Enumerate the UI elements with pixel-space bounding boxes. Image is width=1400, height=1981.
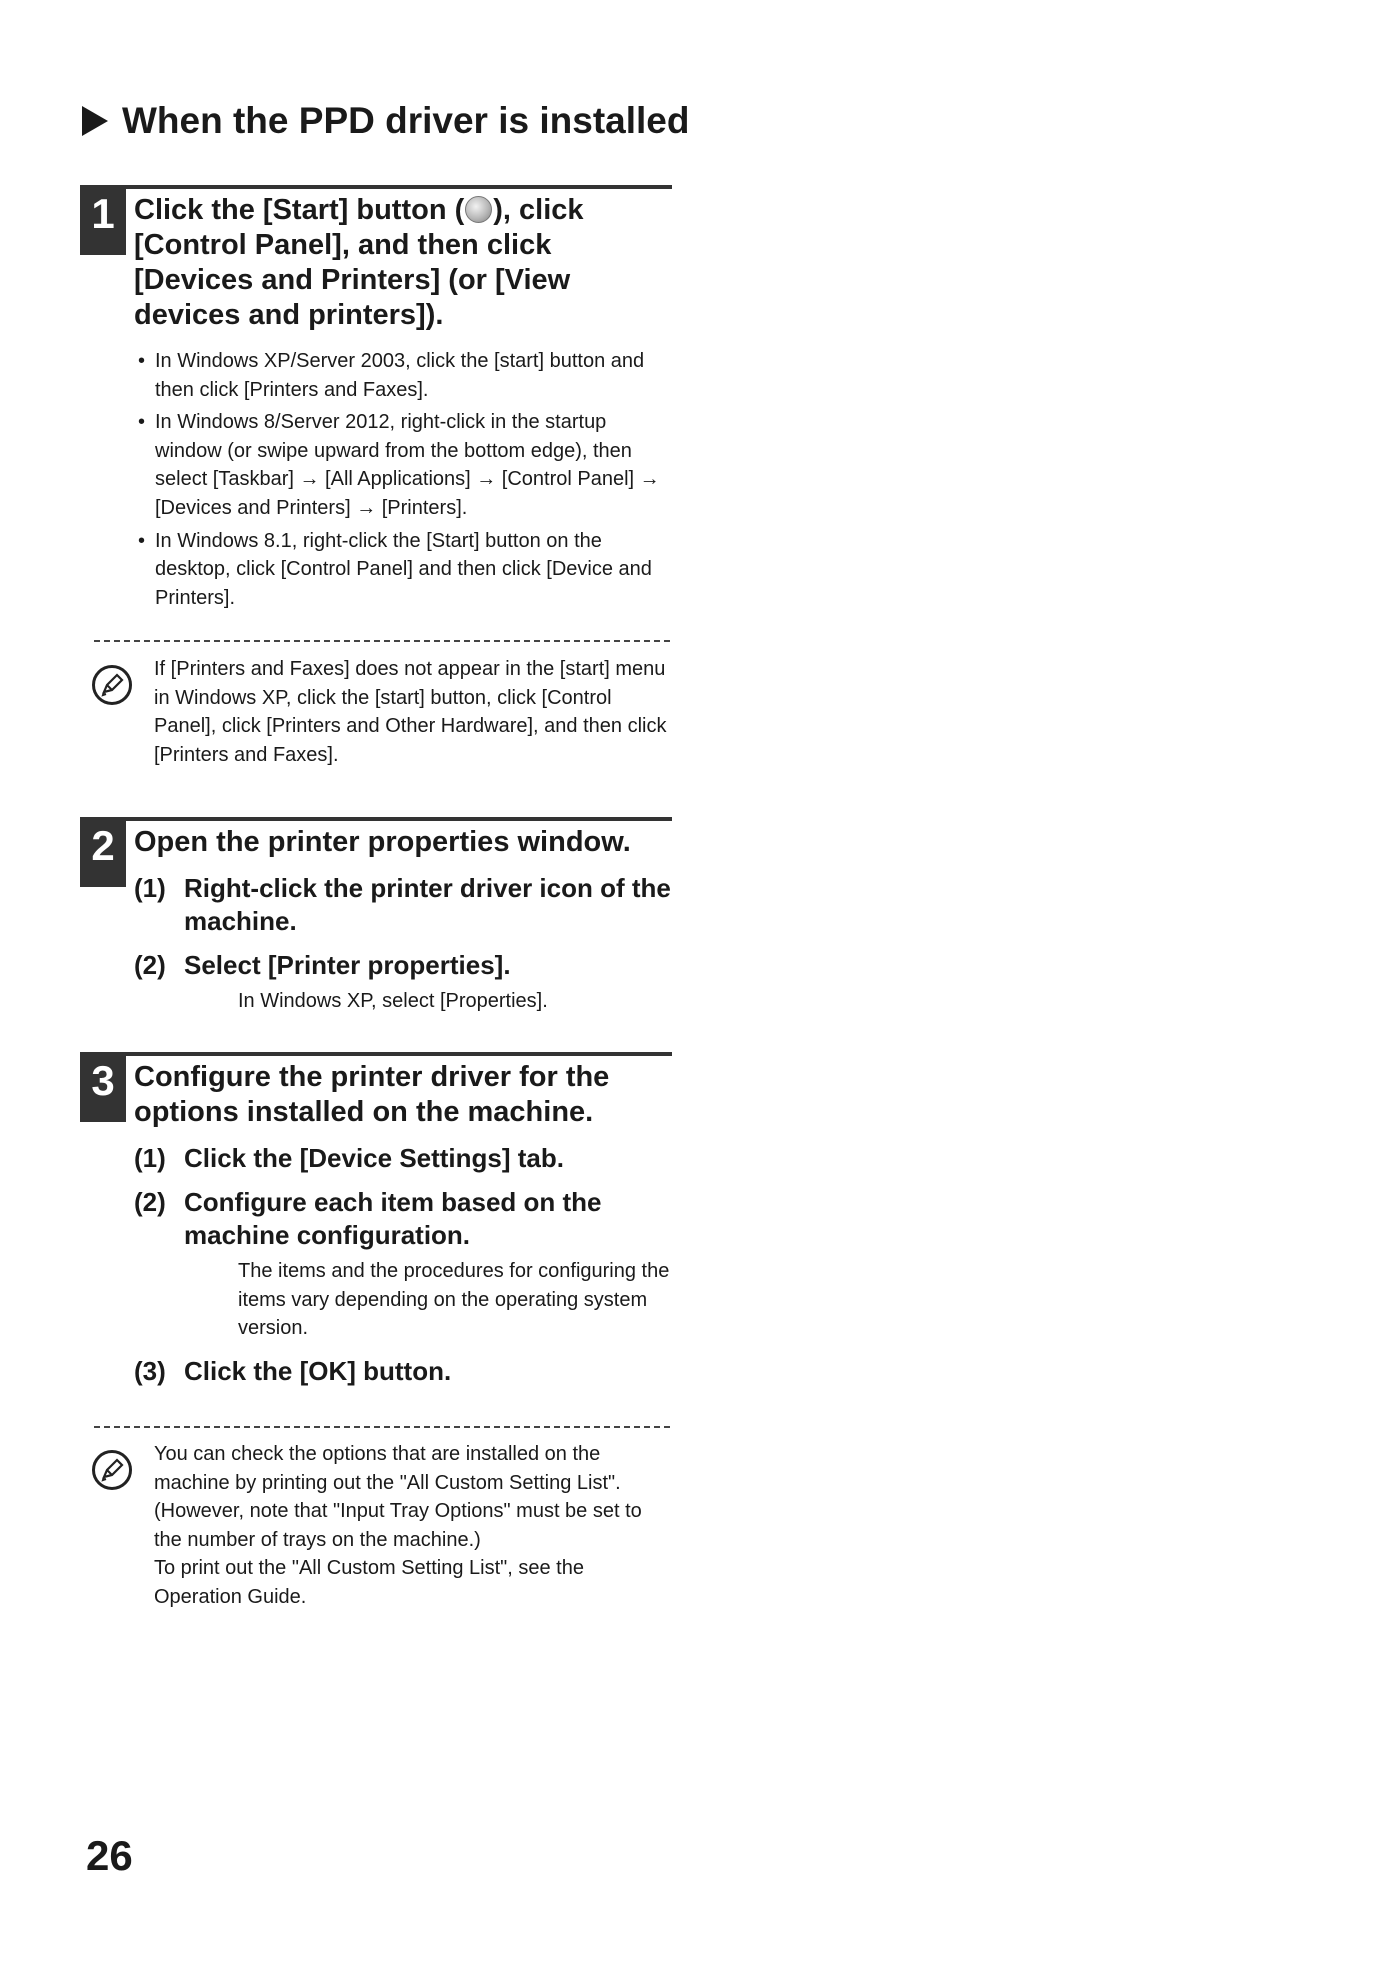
sub-step-text: Click the [Device Settings] tab. xyxy=(184,1143,564,1173)
windows-start-button-icon xyxy=(465,196,492,223)
step-number: 3 xyxy=(80,1056,126,1122)
note-box xyxy=(92,1440,672,1612)
step-title-part: ), click [Control Panel], and then click [Devices and Printers] (or [View devices and printers]). xyxy=(134,194,584,331)
pencil-note-icon xyxy=(92,1450,132,1490)
step-number: 2 xyxy=(80,821,126,887)
sub-step xyxy=(134,1355,672,1388)
step-3 xyxy=(80,1052,672,1399)
section-heading-text: When the PPD driver is installed xyxy=(122,100,690,141)
step-bullets xyxy=(138,347,672,612)
sub-step-number: (2) xyxy=(134,950,166,980)
step-title: Configure the printer driver for the options installed on the machine. xyxy=(134,1061,610,1128)
sub-step-number: (1) xyxy=(134,1143,166,1173)
sub-step-text: Select [Printer properties]. xyxy=(184,950,511,980)
note-text: If [Printers and Faxes] does not appear in the [start] menu in Windows XP, click the [start] button, click [Control Panel], click [Printers and Other Hardware], and then click [Printers and Faxes]. xyxy=(154,658,667,766)
sub-step-note: The items and the procedures for configuring the items vary depending on the operating system version. xyxy=(238,1260,670,1340)
step-2 xyxy=(80,817,672,1028)
step-title-part: Click the [Start] button ( xyxy=(134,194,465,226)
divider xyxy=(94,1426,670,1428)
triangle-bullet-icon xyxy=(82,106,108,136)
step-number: 1 xyxy=(80,189,126,255)
note-text xyxy=(154,1440,672,1612)
sub-step xyxy=(134,872,672,938)
pencil-note-icon xyxy=(92,665,132,705)
sub-steps xyxy=(134,872,672,1016)
note-box xyxy=(92,655,672,769)
sub-step-text: Right-click the printer driver icon of the machine. xyxy=(184,873,671,936)
note-line: To print out the "All Custom Setting List", see the Operation Guide. xyxy=(154,1557,584,1608)
divider xyxy=(94,640,670,642)
sub-step-text: Click the [OK] button. xyxy=(184,1355,452,1386)
sub-step-number: (1) xyxy=(134,873,166,903)
bullet-item: • In Windows 8.1, right-click the [Start] button on the desktop, click [Control Panel] and then click [Device and Printers]. xyxy=(138,527,672,613)
bullet-item: • In Windows XP/Server 2003, click the [start] button and then click [Printers and Faxes]. xyxy=(138,347,672,404)
sub-step xyxy=(134,949,672,982)
sub-step-number: (2) xyxy=(134,1187,166,1217)
sub-step-note: In Windows XP, select [Properties]. xyxy=(238,990,548,1012)
sub-step xyxy=(134,1186,672,1252)
sub-step xyxy=(134,1142,672,1175)
note-line: You can check the options that are installed on the machine by printing out the "All Custom Setting List". (However, note that "Input Tray Options" must be set to the number of trays on the machine.) xyxy=(154,1443,642,1551)
page-number: 26 xyxy=(86,1832,133,1879)
sub-step-number: (3) xyxy=(134,1355,166,1386)
section-heading xyxy=(82,100,689,142)
step-1 xyxy=(80,185,672,616)
sub-step-text: Configure each item based on the machine configuration. xyxy=(184,1187,602,1250)
step-title xyxy=(134,189,672,333)
bullet-item: • In Windows 8/Server 2012, right-click in the startup window (or swipe upward from the bottom edge), then select [Taskbar] → [All Applications] → [Control Panel] → [Devices and Printers] → [Printers]. xyxy=(138,408,672,522)
step-title: Open the printer properties window. xyxy=(134,826,631,858)
sub-steps xyxy=(134,1142,672,1388)
